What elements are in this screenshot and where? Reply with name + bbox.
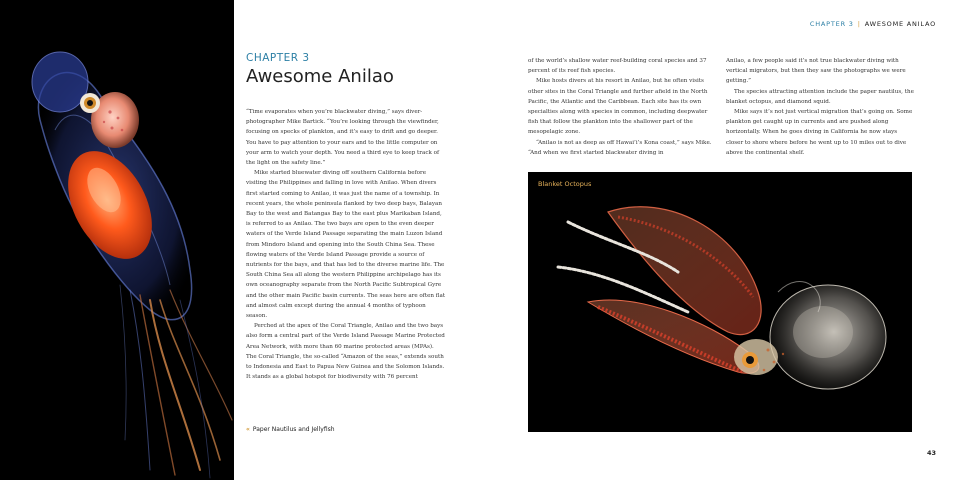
octopus-caption: Blanket Octopus bbox=[538, 180, 592, 188]
header-chapter: CHAPTER 3 bbox=[809, 20, 854, 28]
left-body-column bbox=[246, 107, 446, 382]
header-section: AWESOME ANILAO bbox=[864, 20, 936, 28]
paragraph: of the world’s shallow water reef-building coral species and 37 percent of its reef fish species. bbox=[528, 58, 707, 75]
paragraph: The species attracting attention include the paper nautilus, the blanket octopus, and diamond squid. bbox=[726, 88, 914, 105]
paragraph: Mike says it’s not just vertical migration that’s going on. Some plankton get caught up in currents and are pushed along horizontally. When he goes diving in California he now stays closer to shore where before he went up to 10 miles out to dive above the continental shelf. bbox=[726, 109, 913, 156]
paragraph: Anilao, a few people said it’s not true blackwater diving with vertical migrators, but then they saw the photographs we were getting.” bbox=[726, 58, 906, 85]
paper-nautilus-jellyfish-illustration bbox=[0, 0, 234, 480]
right-body-column bbox=[726, 56, 916, 158]
chapter-title: Awesome Anilao bbox=[246, 66, 394, 87]
paragraph: Mike hosts divers at his resort in Anilao, but he often visits other sites in the Coral Triangle and further afield in the North Pacific, the Atlantic and the Caribbean. Each site has its own specialties along with species in common, including deepwater fish that follow the plankton into the shallower part of the mesopelagic zone. bbox=[528, 78, 708, 136]
paragraph: “Time evaporates when you’re blackwater diving,” says diver-photographer Mike Bartick. “You’re looking through the viewfinder, focusing on specks of plankton, and it’s easy to drift and go deeper. You have to pay attention to your ears and to the little computer on your arm to watch your depth. You need a third eye to keep track of the light on the safety line.” bbox=[246, 109, 440, 167]
caption-arrow-icon: « bbox=[246, 426, 250, 433]
page-number: 43 bbox=[926, 449, 936, 457]
paragraph: Mike started bluewater diving off southern California before visiting the Philippines and falling in love with Anilao. When divers first started coming to Anilao, it was just the name of a township. In recent years, the whole peninsula flanked by two deep bays, Balayan Bay to the west and Batangas Bay to the east plus Marikaban Island, is referred to as Anilao. The two bays are open to the even deeper waters of the Verde Island Passage separating the main Luzon Island from Mindoro Island and opening into the South China Sea. These flowing waters of the Verde Island Passage provide a source of nutrients for the bays, and that has led to the diverse marine life. The South China Sea all along the western Philippine archipelago has its own oceanography separate from the North Pacific Subtropical Gyre and the other main Pacific basin currents. The seas here are often flat and almost calm except during the annual 4 months of typhoon season. bbox=[246, 170, 446, 320]
paper-nautilus-jellyfish-photo bbox=[0, 0, 234, 480]
middle-body-column bbox=[528, 56, 712, 158]
left-caption-text: Paper Nautilus and Jellyfish bbox=[252, 426, 335, 433]
blanket-octopus-illustration bbox=[528, 172, 912, 432]
left-text-block bbox=[246, 52, 446, 382]
blanket-octopus-photo bbox=[528, 172, 912, 432]
running-header bbox=[810, 20, 936, 28]
paragraph: “Anilao is not as deep as off Hawai’i’s Kona coast,” says Mike. “And when we first started blackwater diving in bbox=[528, 139, 712, 156]
chapter-label: CHAPTER 3 bbox=[246, 52, 310, 64]
left-photo-caption bbox=[246, 426, 335, 433]
paragraph: Perched at the apex of the Coral Triangle, Anilao and the two bays also form a central part of the Verde Island Passage Marine Protected Area Network, with more than 60 marine protected areas (MPAs). The Coral Triangle, the so-called “Amazon of the seas,” extends south to Indonesia and East to Papua New Guinea and the Solomon Islands. It stands as a global hotspot for biodiversity with 76 percent bbox=[246, 323, 445, 381]
header-separator: | bbox=[857, 20, 861, 28]
